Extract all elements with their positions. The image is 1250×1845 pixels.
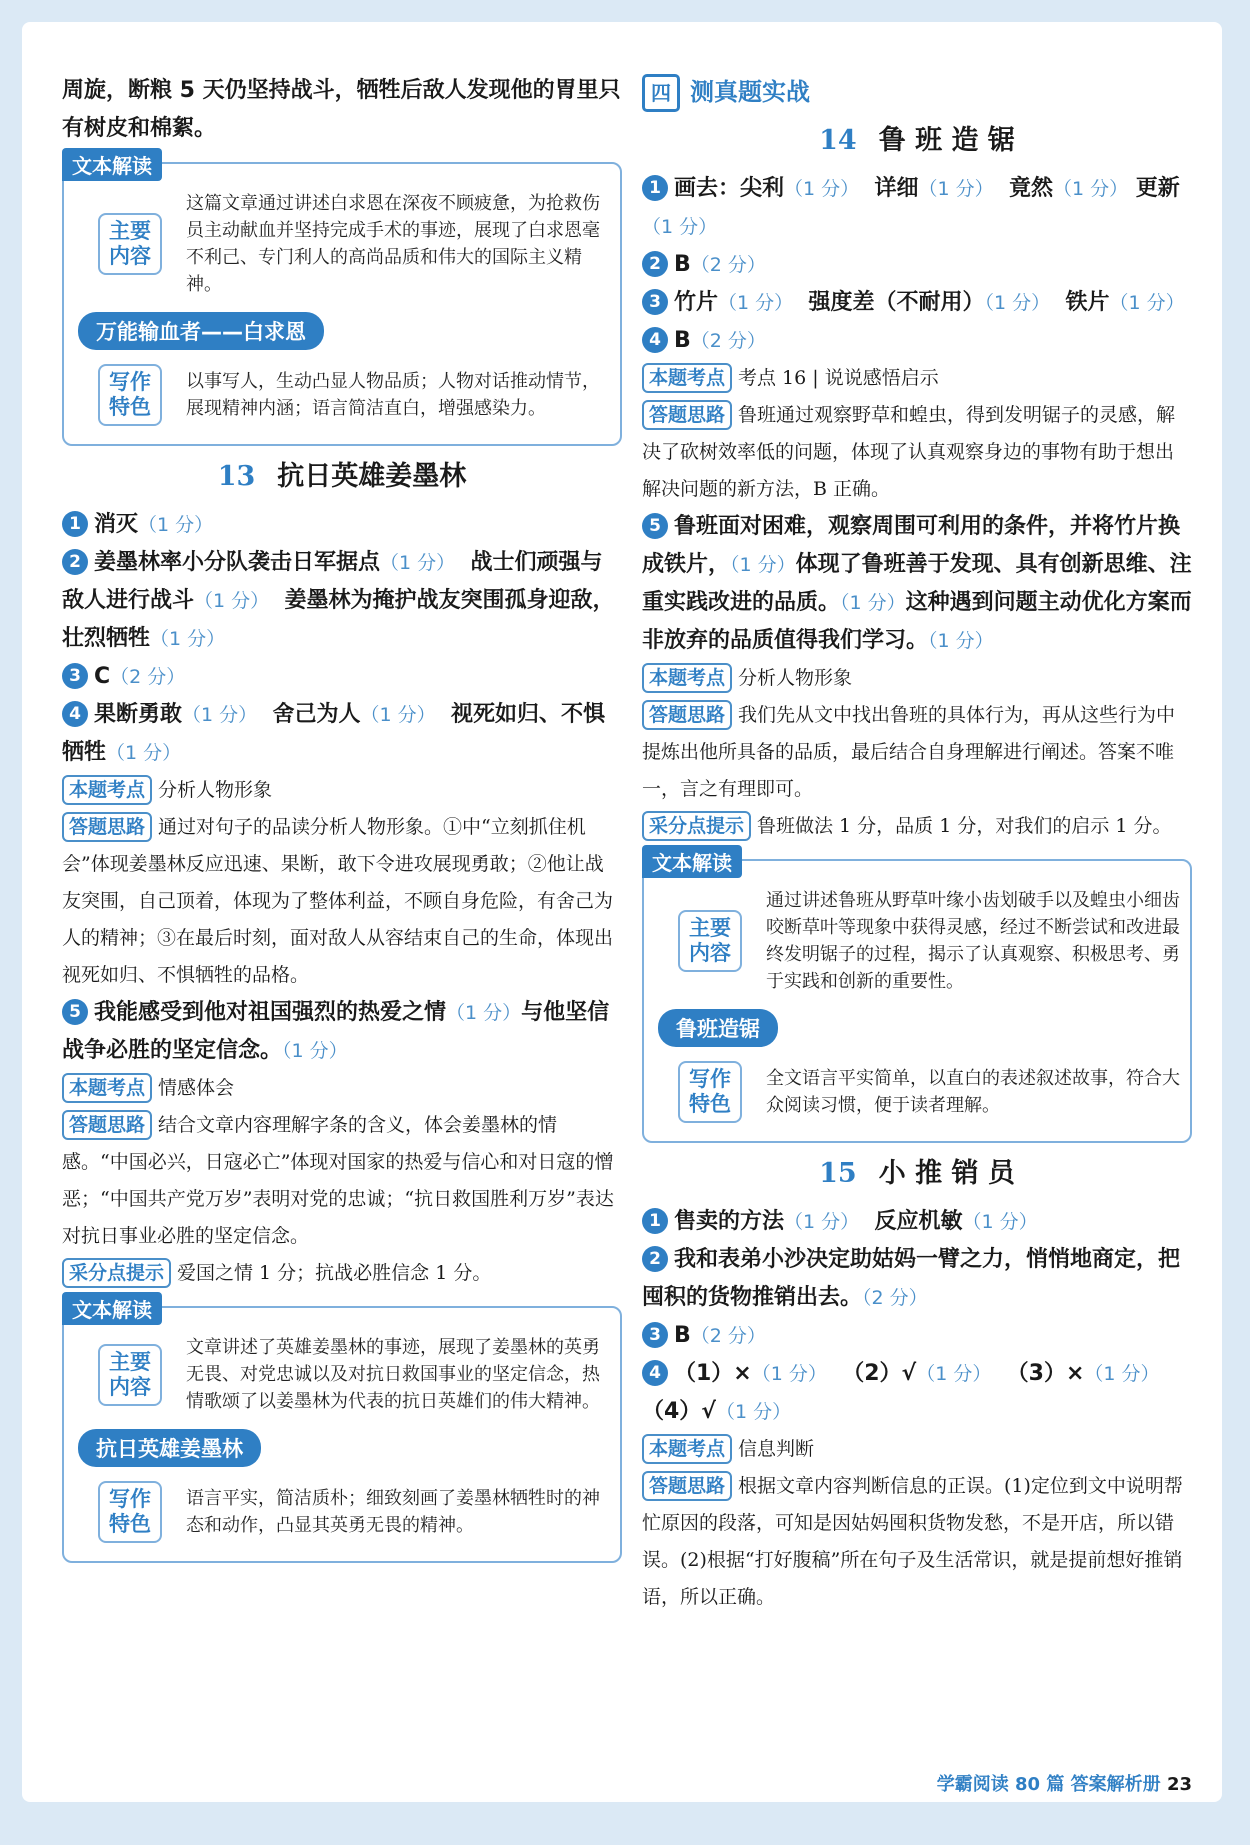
left-column [62, 72, 622, 1571]
text-analysis-box-2 [62, 1298, 622, 1563]
story-banner: 万能输血者——白求恩 [78, 312, 324, 350]
main-content-tag: 主要内容 [678, 910, 742, 972]
box-label: 文本解读 [62, 1292, 162, 1325]
text-analysis-box-1 [62, 154, 622, 446]
answer-4: 4 （1）×（1 分） （2）√（1 分） （3）×（1 分） （4）√（1 分） [642, 1361, 1160, 1424]
answer-5: 5 鲁班面对困难，观察周围可利用的条件，并将竹片换成铁片，（1 分）体现了鲁班善于发现、具有创新思维、注重实践改进的品质。（1 分）这种遇到问题主动优化方案而非放弃的品质值得我们学习。（1 分） [642, 514, 1192, 653]
main-content-text: 文章讲述了英雄姜墨林的事迹，展现了姜墨林的英勇无畏、对党忠诚以及对抗日救国事业的坚定信念，热情歌颂了以姜墨林为代表的抗日英雄们的伟大精神。 [186, 1337, 600, 1412]
answer-2: 2 B（2 分） [642, 246, 1192, 284]
answer-4-idea: 答题思路 鲁班通过观察野草和蝗虫，得到发明锯子的灵感，解决了砍树效率低的问题，体现了认真观察身边的事物有助于想出解决问题的新方法，B 正确。 [642, 397, 1192, 508]
answer-1: 1 售卖的方法（1 分） 反应机敏（1 分） [642, 1203, 1192, 1241]
page-footer [937, 1770, 1192, 1796]
answer-4-point: 本题考点 分析人物形象 [62, 772, 622, 809]
answer-1: 1 消灭（1 分） [62, 506, 622, 544]
answer-1: 1 画去：尖利（1 分） 详细（1 分） 竟然（1 分） 更新（1 分） [642, 176, 1180, 238]
answer-5-score-tip: 采分点提示 爱国之情 1 分；抗战必胜信念 1 分。 [62, 1255, 622, 1292]
answer-5-idea: 答题思路 我们先从文中找出鲁班的具体行为，再从这些行为中提炼出他所具备的品质，最后结合自身理解进行阐述。答案不唯一，言之有理即可。 [642, 697, 1192, 808]
box-label: 文本解读 [642, 845, 742, 878]
lesson-15-title: 15 小 推 销 员 [819, 1158, 1015, 1189]
story-banner: 抗日英雄姜墨林 [78, 1429, 261, 1467]
answer-5-point: 本题考点 情感体会 [62, 1070, 622, 1107]
answer-4-point: 本题考点 考点 16 | 说说感悟启示 [642, 360, 1192, 397]
answer-4: 4 果断勇敢（1 分） 舍己为人（1 分） 视死如归、不惧牺牲（1 分） [62, 702, 605, 765]
answer-2: 2 姜墨林率小分队袭击日军据点（1 分） 战士们顽强与敌人进行战斗（1 分） 姜墨林为掩护战友突围孤身迎敌，壮烈牺牲（1 分） [62, 550, 615, 651]
book-unit: 篇 [1046, 1774, 1065, 1795]
answer-5: 5 我能感受到他对祖国强烈的热爱之情（1 分）与他坚信战争必胜的坚定信念。（1 分） [62, 1000, 610, 1063]
answer-4-idea: 答题思路 通过对句子的品读分析人物形象。①中“立刻抓住机会”体现姜墨林反应迅速、果断，敢下令进攻展现勇敢；②他让战友突围，自己顶着，体现为了整体利益，不顾自身危险，有舍己为人的精神；③在最后时刻，面对敌人从容结束自己的生命，体现出视死如归、不惧牺牲的品格。 [62, 809, 622, 994]
writing-feature-tag: 写作特色 [678, 1061, 742, 1123]
box-label: 文本解读 [62, 148, 162, 181]
lesson-14-title: 14 鲁 班 造 锯 [819, 125, 1015, 156]
book-count: 80 [1015, 1774, 1041, 1795]
text-analysis-box-3 [642, 851, 1192, 1143]
answer-3: 3 B（2 分） [642, 1317, 1192, 1355]
writing-feature-tag: 写作特色 [98, 364, 162, 426]
writing-feature-text: 以事写人，生动凸显人物品质；人物对话推动情节，展现精神内涵；语言简洁直白，增强感染力。 [186, 371, 600, 419]
answer-4-point: 本题考点 信息判断 [642, 1431, 1192, 1468]
section-badge: 四 [642, 74, 680, 112]
writing-feature-text: 语言平实，简洁质朴；细致刻画了姜墨林牺牲时的神态和动作，凸显其英勇无畏的精神。 [186, 1488, 600, 1536]
main-content-tag: 主要内容 [98, 1344, 162, 1406]
answer-3: 3 C（2 分） [62, 658, 622, 696]
section-heading: 四 测真题实战 [642, 72, 1192, 112]
story-banner: 鲁班造锯 [658, 1009, 778, 1047]
main-content-text: 这篇文章通过讲述白求恩在深夜不顾疲惫，为抢救伤员主动献血并坚持完成手术的事迹，展现了白求恩毫不利己、专门利人的高尚品质和伟大的国际主义精神。 [186, 193, 600, 295]
lesson-13-title: 13 抗日英雄姜墨林 [217, 461, 467, 492]
intro-text: 周旋，断粮 5 天仍坚持战斗，牺牲后敌人发现他的胃里只有树皮和棉絮。 [62, 78, 621, 141]
writing-feature-tag: 写作特色 [98, 1481, 162, 1543]
answer-5-idea: 答题思路 结合文章内容理解字条的含义，体会姜墨林的情感。“中国必兴，日寇必亡”体现对国家的热爱与信心和对日寇的憎恶；“中国共产党万岁”表明对党的忠诚；“抗日救国胜利万岁”表达对抗日事业必胜的坚定信念。 [62, 1107, 622, 1255]
answer-2: 2 我和表弟小沙决定助姑妈一臂之力，悄悄地商定，把囤积的货物推销出去。（2 分） [642, 1247, 1181, 1310]
right-column [642, 72, 1192, 1616]
answer-page [22, 22, 1222, 1802]
main-content-text: 通过讲述鲁班从野草叶缘小齿划破手以及蝗虫小细齿咬断草叶等现象中获得灵感，经过不断尝试和改进最终发明锯子的过程，揭示了认真观察、积极思考、勇于实践和创新的重要性。 [766, 890, 1180, 992]
answer-4: 4 B（2 分） [642, 322, 1192, 360]
answer-4-idea: 答题思路 根据文章内容判断信息的正误。(1)定位到文中说明帮忙原因的段落，可知是因姑妈囤积货物发愁，不是开店，所以错误。(2)根据“打好腹稿”所在句子及生活常识，就是提前想好推销语，所以正确。 [642, 1468, 1192, 1616]
book-brand: 学霸阅读 [936, 1774, 1009, 1795]
answer-3: 3 竹片（1 分） 强度差（不耐用）（1 分） 铁片（1 分） [642, 284, 1192, 322]
main-content-tag: 主要内容 [98, 213, 162, 275]
book-name: 答案解析册 [1070, 1774, 1161, 1795]
page-number: 23 [1166, 1774, 1192, 1795]
answer-5-point: 本题考点 分析人物形象 [642, 660, 1192, 697]
answer-5-score-tip: 采分点提示 鲁班做法 1 分，品质 1 分，对我们的启示 1 分。 [642, 808, 1192, 845]
writing-feature-text: 全文语言平实简单，以直白的表述叙述故事，符合大众阅读习惯，便于读者理解。 [766, 1068, 1180, 1116]
